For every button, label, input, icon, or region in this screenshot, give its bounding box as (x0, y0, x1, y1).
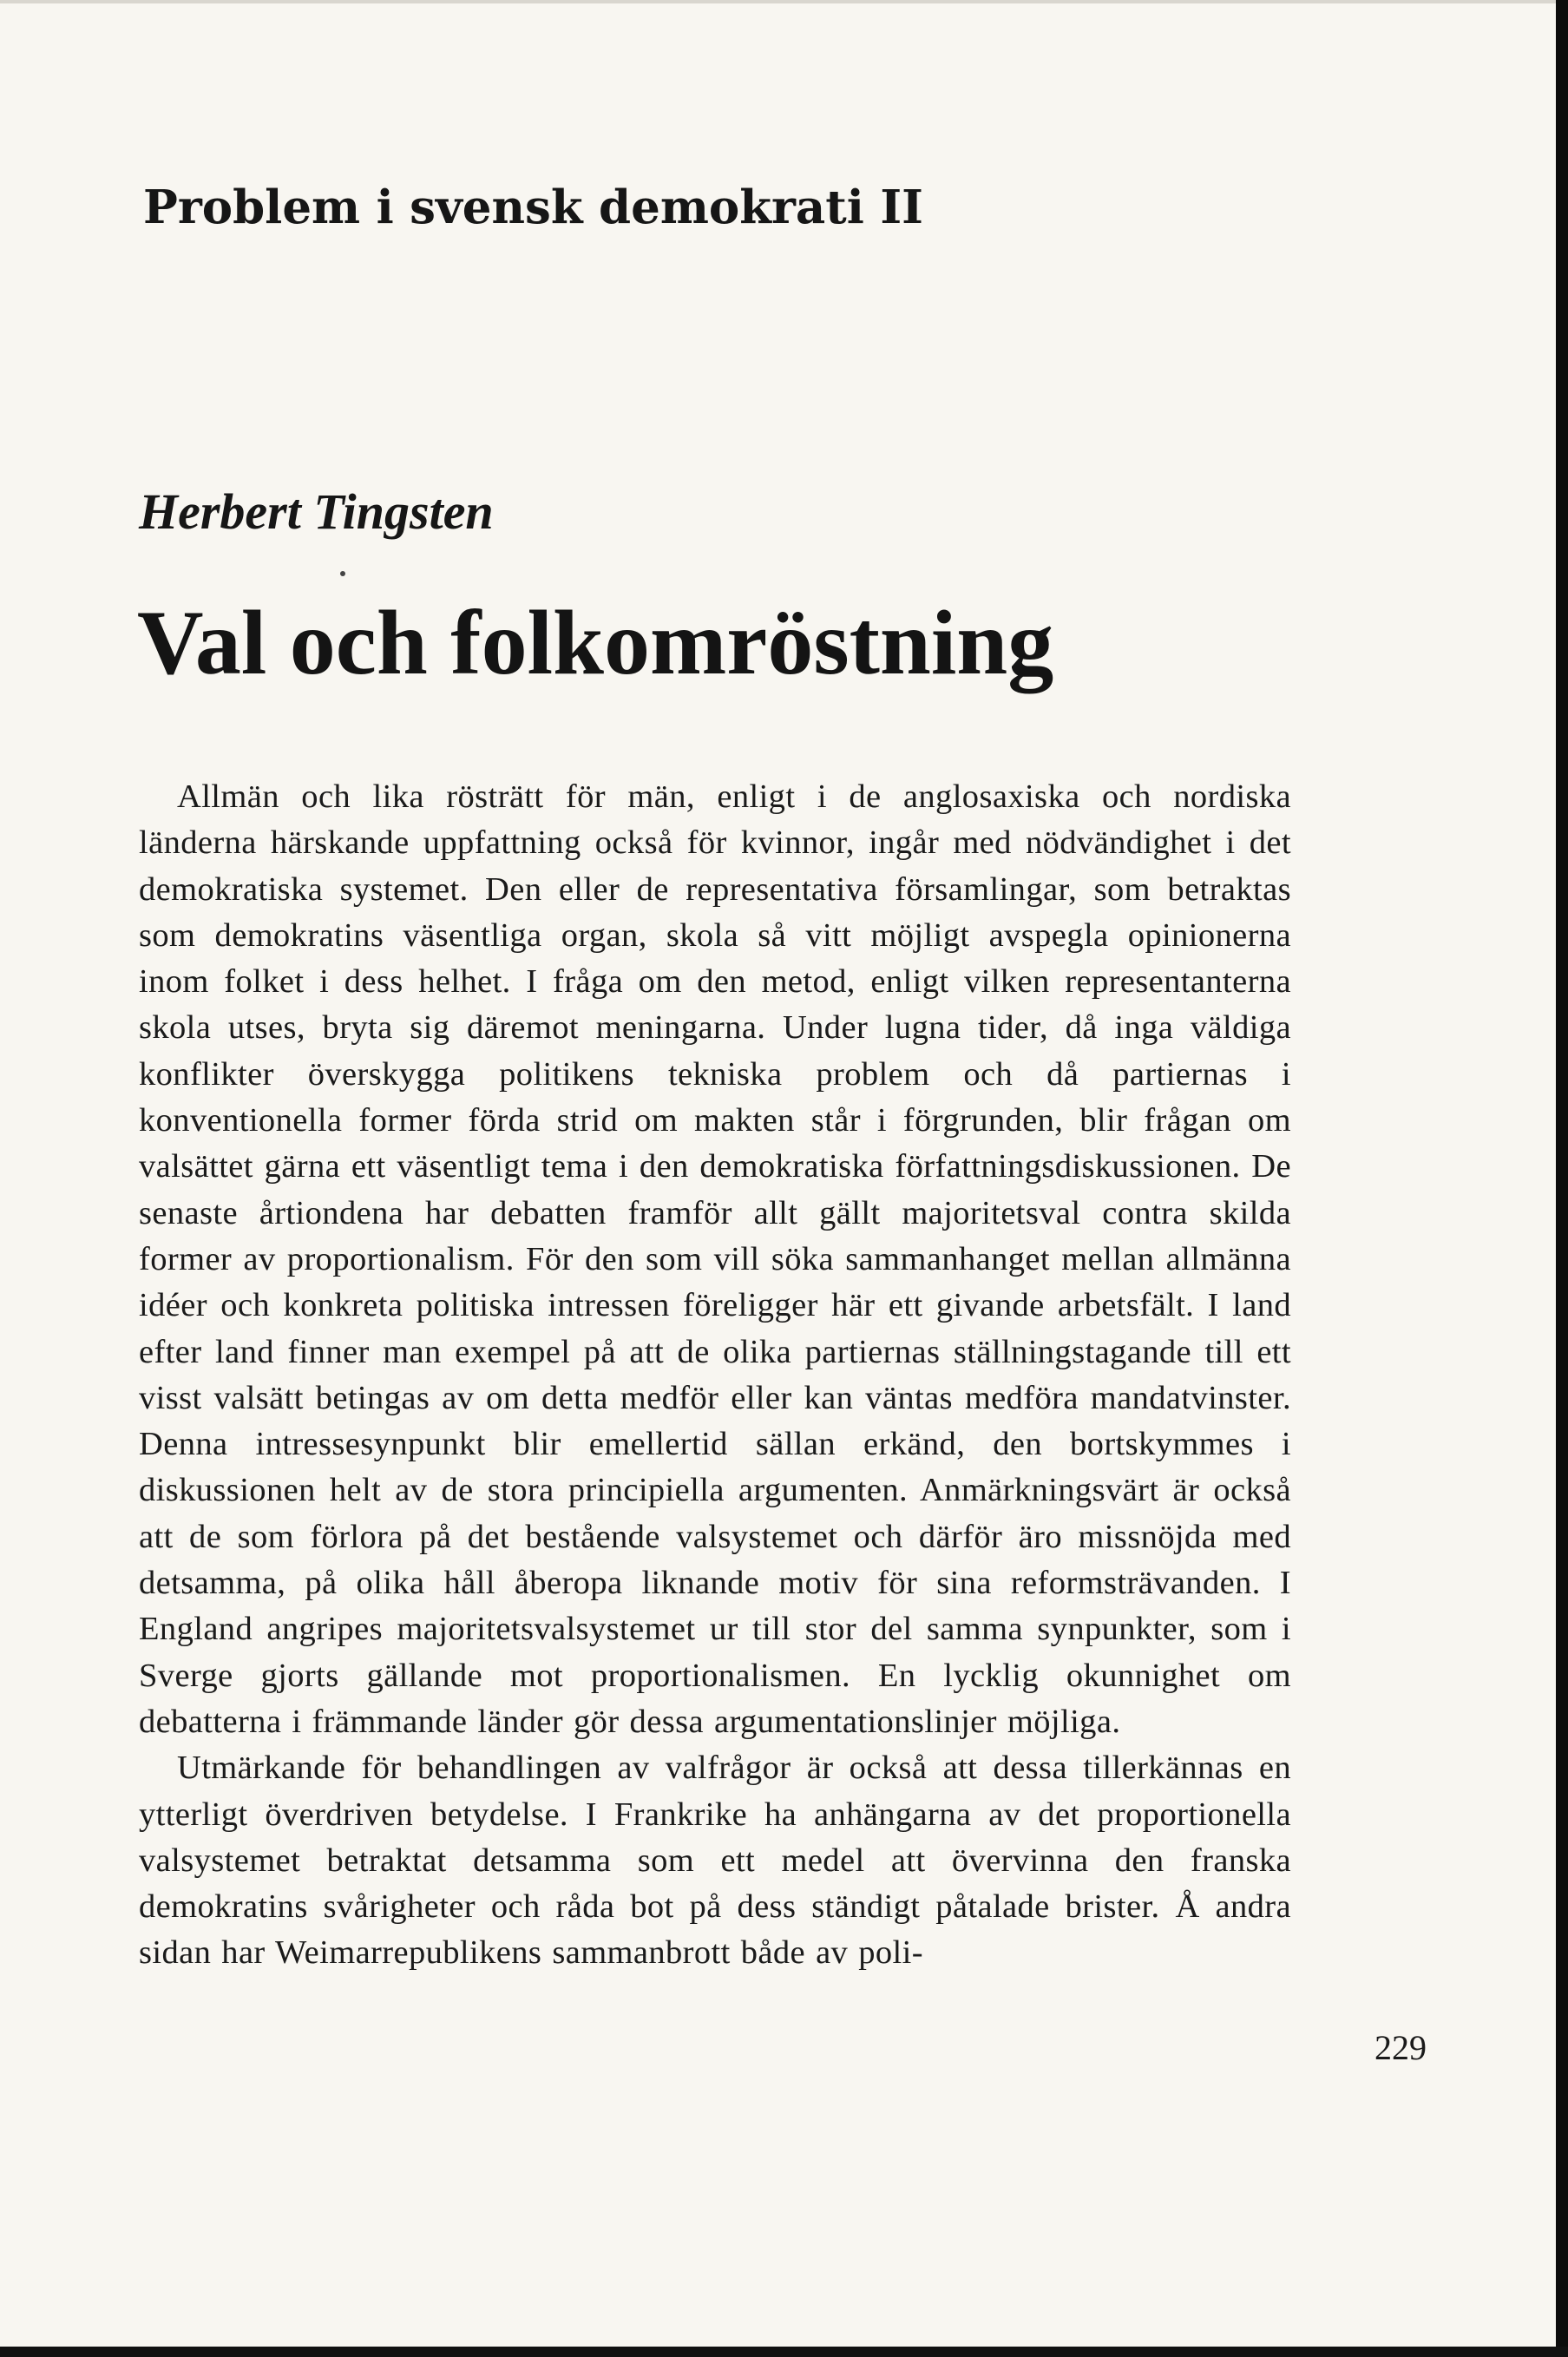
scan-edge-right (1556, 0, 1568, 2357)
page-number: 229 (1374, 2028, 1427, 2067)
article-body (139, 774, 1291, 1977)
body-paragraph-2: Utmärkande för behandlingen av valfrågor är också att dessa tillerkännas en ytterligt överdriven betydelse. I Frankrike ha anhängarna av det proportionella valsystemet betraktat detsamma som ett medel att övervinna den franska demokratins svårigheter och råda bot på dess ständigt påtalade brister. Å andra sidan har Weimarrepublikens sammanbrott både av poli- (139, 1750, 1291, 1972)
article-title: Val och folkomröstning (137, 592, 1054, 693)
scan-edge-top (0, 0, 1568, 3)
body-paragraph-1: Allmän och lika rösträtt för män, enligt i de anglosaxiska och nordiska länderna härskande uppfattning också för kvinnor, ingår med nödvändighet i det demokratiska systemet. Den eller de representativa församlingar, som betraktas som demokratins väsentliga organ, skola så vitt möjligt avspegla opinionerna inom folket i dess helhet. I fråga om den metod, enligt vilken representanterna skola utses, bryta sig däremot meningarna. Under lugna tider, då inga väldiga konflikter överskygga politikens tekniska problem och då partiernas i konventionella former förda strid om makten står i förgrunden, blir frågan om valsättet gärna ett väsentligt tema i den demokratiska författningsdiskussionen. De senaste årtiondena har debatten framför allt gällt majoritetsval contra skilda former av proportionalism. För den som vill söka sammanhanget mellan allmänna idéer och konkreta politiska intressen föreligger här ett givande arbetsfält. I land efter land finner man exempel på att de olika partiernas ställningstagande till ett visst valsätt betingas av om detta medför eller kan väntas medföra mandatvinster. Denna intressesynpunkt blir emellertid sällan erkänd, den bortskymmes i diskussionen helt av de stora principiella argumenten. Anmärkningsvärt är också att de som förlora på det bestående valsystemet och därför äro missnöjda med detsamma, på olika håll åberopa liknande motiv för sina reformsträvanden. I England angripes majoritetsvalsystemet ur till stor del samma synpunkter, som i Sverge gjorts gällande mot proportionalismen. En lycklig okunnighet om debatterna i främmande länder gör dessa argumentationslinjer möjliga. (139, 778, 1291, 1740)
scan-edge-bottom (0, 2347, 1568, 2357)
ink-speck (340, 571, 345, 576)
author-name: Herbert Tingsten (139, 483, 494, 540)
series-title: Problem i svensk demokrati II (143, 181, 923, 234)
